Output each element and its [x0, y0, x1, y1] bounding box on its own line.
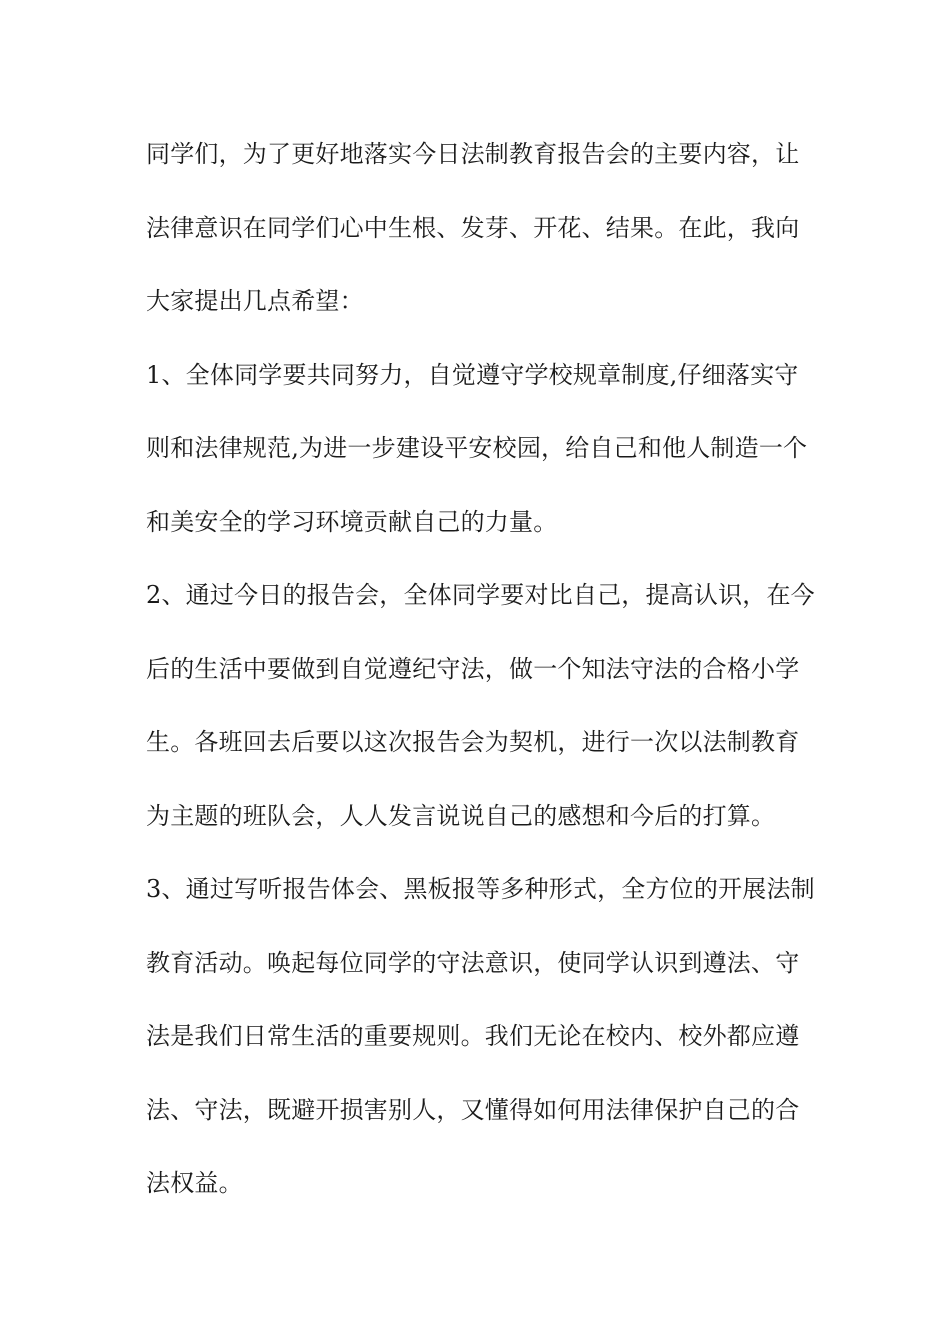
text-line-12: 教育活动。唤起每位同学的守法意识，使同学认识到遵法、守 — [146, 948, 800, 977]
text-line-15: 法权益。 — [146, 1169, 243, 1197]
text-line-1: 同学们，为了更好地落实今日法制教育报告会的主要内容，让 — [146, 140, 800, 168]
text-line-11: 3、通过写听报告体会、黑板报等多种形式，全方位的开展法制 — [146, 875, 815, 903]
text-line-6: 和美安全的学习环境贡献自己的力量。 — [146, 507, 558, 536]
text-line-2: 法律意识在同学们心中生根、发芽、开花、结果。在此，我向 — [146, 213, 800, 242]
text-line-9: 生。各班回去后要以这次报告会为契机，进行一次以法制教育 — [146, 728, 800, 756]
document-body — [146, 132, 816, 1235]
text-line-3: 大家提出几点希望： — [146, 287, 364, 315]
text-line-10: 为主题的班队会，人人发言说说自己的感想和今后的打算。 — [146, 801, 776, 830]
text-line-13: 法是我们日常生活的重要规则。我们无论在校内、校外都应遵 — [146, 1022, 800, 1050]
text-line-14: 法、守法，既避开损害别人，又懂得如何用法律保护自己的合 — [146, 1095, 800, 1124]
text-line-5: 则和法律规范,为进一步建设平安校园，给自己和他人制造一个 — [146, 434, 808, 462]
text-line-7: 2、通过今日的报告会，全体同学要对比自己，提高认识，在今 — [146, 581, 815, 609]
text-line-8: 后的生活中要做到自觉遵纪守法，做一个知法守法的合格小学 — [146, 654, 800, 683]
text-line-4: 1、全体同学要共同努力，自觉遵守学校规章制度,仔细落实守 — [146, 360, 799, 389]
